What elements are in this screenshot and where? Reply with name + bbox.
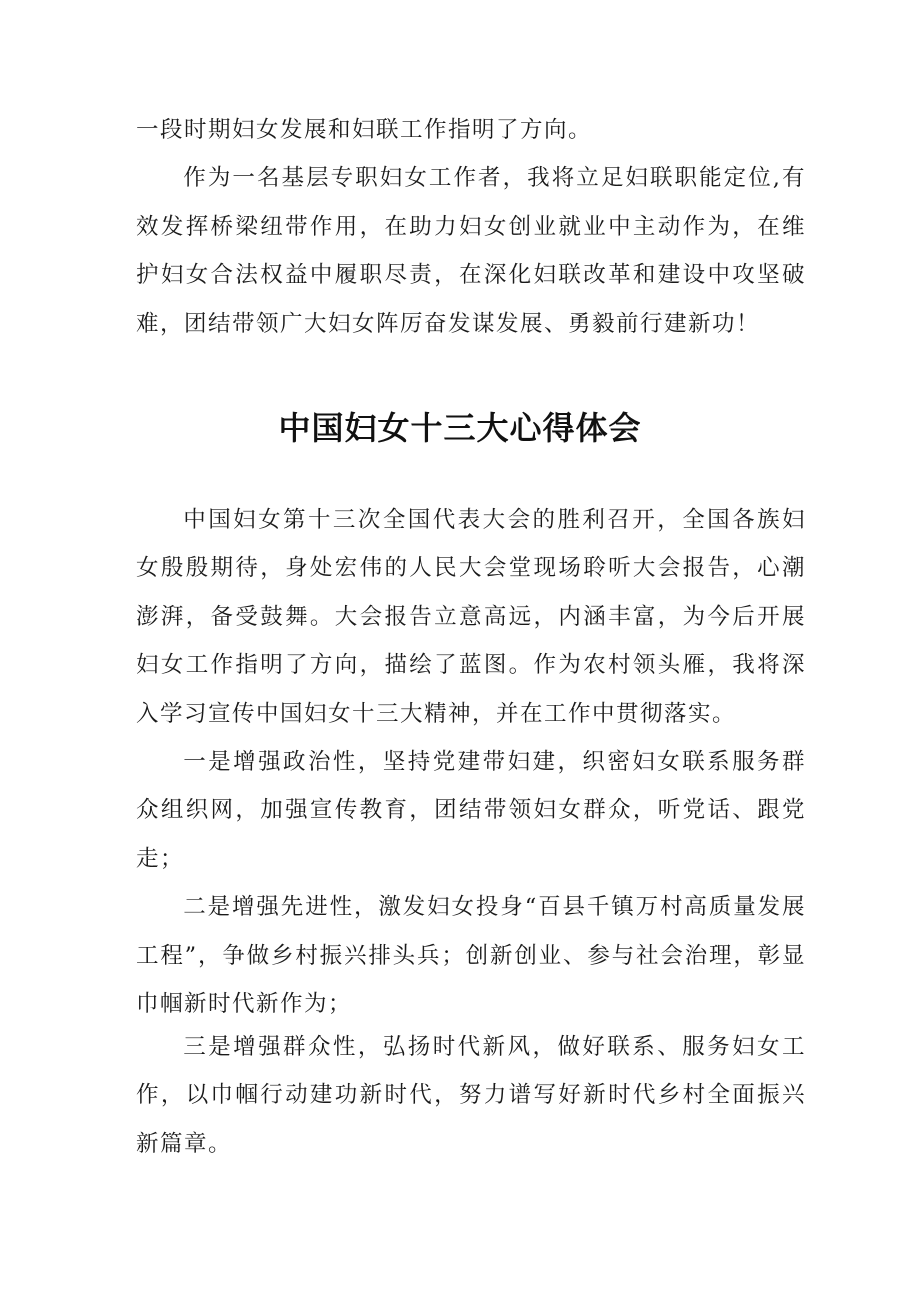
article-body [136,496,806,1028]
body-paragraph: 作为一名基层专职妇女工作者，我将立足妇联职能定位,有效发挥桥梁纽带作用，在助力妇女创业就业中主动作为，在维护妇女合法权益中履职尽责，在深化妇联改革和建设中攻坚破难，团结带领广大妇女阵厉奋发谋发展、勇毅前行建新功！ [136,165,806,337]
article-body-last [136,1023,806,1168]
top-section [136,106,806,348]
body-paragraph: 二是增强先进性，激发妇女投身“百县千镇万村高质量发展工程”，争做乡村振兴排头兵；创新创业、参与社会治理，彰显巾帼新时代新作为； [136,894,806,1018]
body-paragraph: 一是增强政治性，坚持党建带妇建，织密妇女联系服务群众组织网，加强宣传教育，团结带领妇女群众，听党话、跟党走； [136,749,806,872]
continuation-paragraph: 一段时期妇女发展和妇联工作指明了方向。 [136,117,593,143]
body-paragraph: 三是增强群众性，弘扬时代新风，做好联系、服务妇女工作，以巾帼行动建功新时代，努力谱写好新时代乡村全面振兴新篇章。 [136,1034,806,1157]
article-title: 中国妇女十三大心得体会 [278,409,642,447]
body-paragraph: 中国妇女第十三次全国代表大会的胜利召开，全国各族妇女殷殷期待，身处宏伟的人民大会堂现场聆听大会报告，心潮澎湃，备受鼓舞。大会报告立意高远，内涵丰富，为今后开展妇女工作指明了方向，描绘了蓝图。作为农村领头雁，我将深入学习宣传中国妇女十三大精神，并在工作中贯彻落实。 [136,507,806,727]
